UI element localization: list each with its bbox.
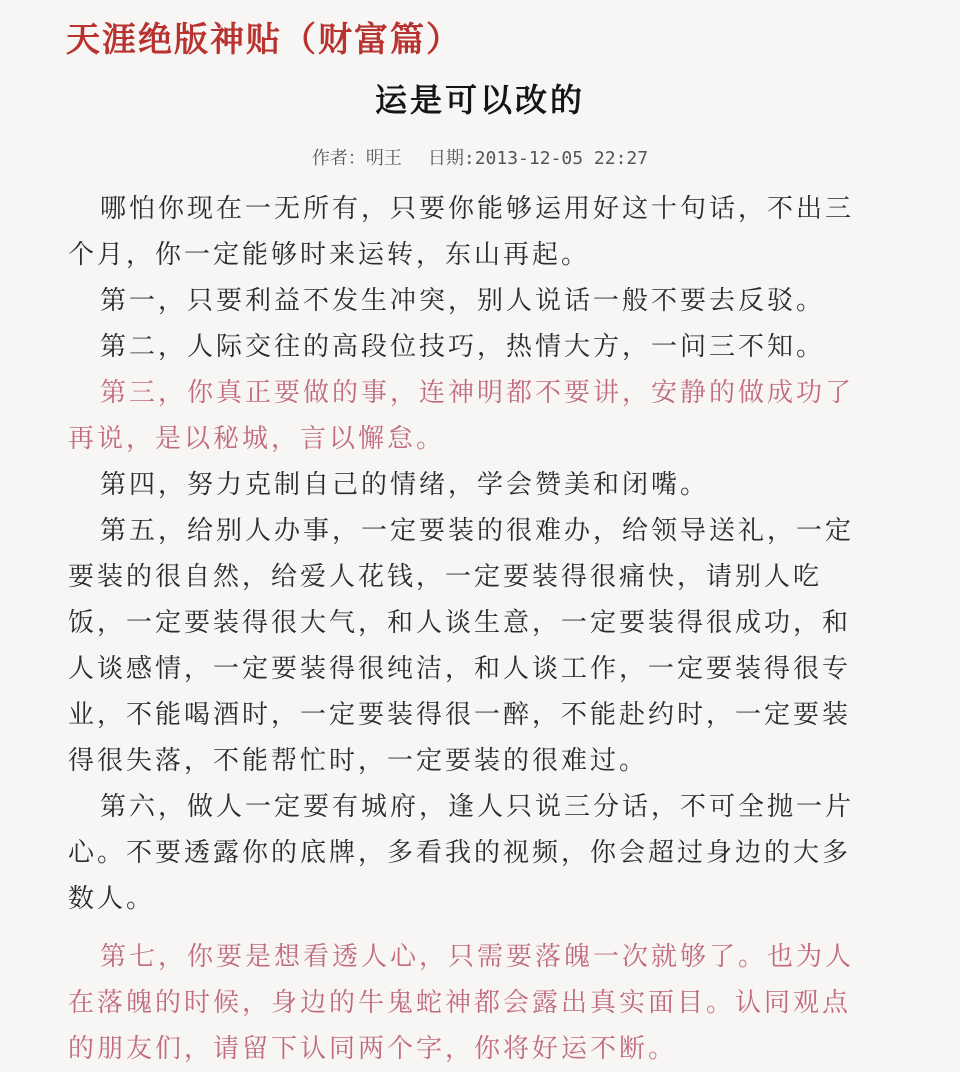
paragraph-7: 第七，你要是想看透人心，只需要落魄一次就够了。也为人在落魄的时候，身边的牛鬼蛇神都会露出真实面目。认同观点的朋友们，请留下认同两个字，你将好运不断。: [68, 942, 855, 1064]
article-body: [68, 186, 878, 1072]
paragraph-intro: 哪怕你现在一无所有，只要你能够运用好这十句话，不出三个月，你一定能够时来运转，东山再起。: [68, 194, 855, 270]
article-meta: [0, 144, 960, 170]
article-title: 运是可以改的: [374, 81, 585, 119]
paragraph-4: 第四，努力克制自己的情绪，学会赞美和闭嘴。: [100, 470, 710, 500]
paragraph-2: 第二，人际交往的高段位技巧，热情大方，一问三不知。: [100, 332, 826, 362]
paragraph-6: 第六，做人一定要有城府，逢人只说三分话，不可全抛一片心。不要透露你的底牌，多看我的视频，你会超过身边的大多数人。: [68, 792, 855, 914]
paragraph-5: 第五，给别人办事，一定要装的很难办，给领导送礼，一定要装的很自然，给爱人花钱，一定要装得很痛快，请别人吃饭，一定要装得很大气，和人谈生意，一定要装得很成功，和人谈感情，一定要装得很纯洁，和人谈工作，一定要装得很专业，不能喝酒时，一定要装得很一醉，不能赴约时，一定要装得很失落，不能帮忙时，一定要装的很难过。: [68, 516, 855, 776]
author-line: 作者：明王: [311, 148, 402, 169]
paragraph-3: 第三，你真正要做的事，连神明都不要讲，安静的做成功了再说，是以秘城，言以懈怠。: [68, 378, 855, 454]
date-line: 日期:2013-12-05 22:27: [427, 148, 649, 169]
series-title: 天涯绝版神贴（财富篇）: [66, 20, 462, 60]
paragraph-1: 第一，只要利益不发生冲突，别人说话一般不要去反驳。: [100, 286, 826, 316]
